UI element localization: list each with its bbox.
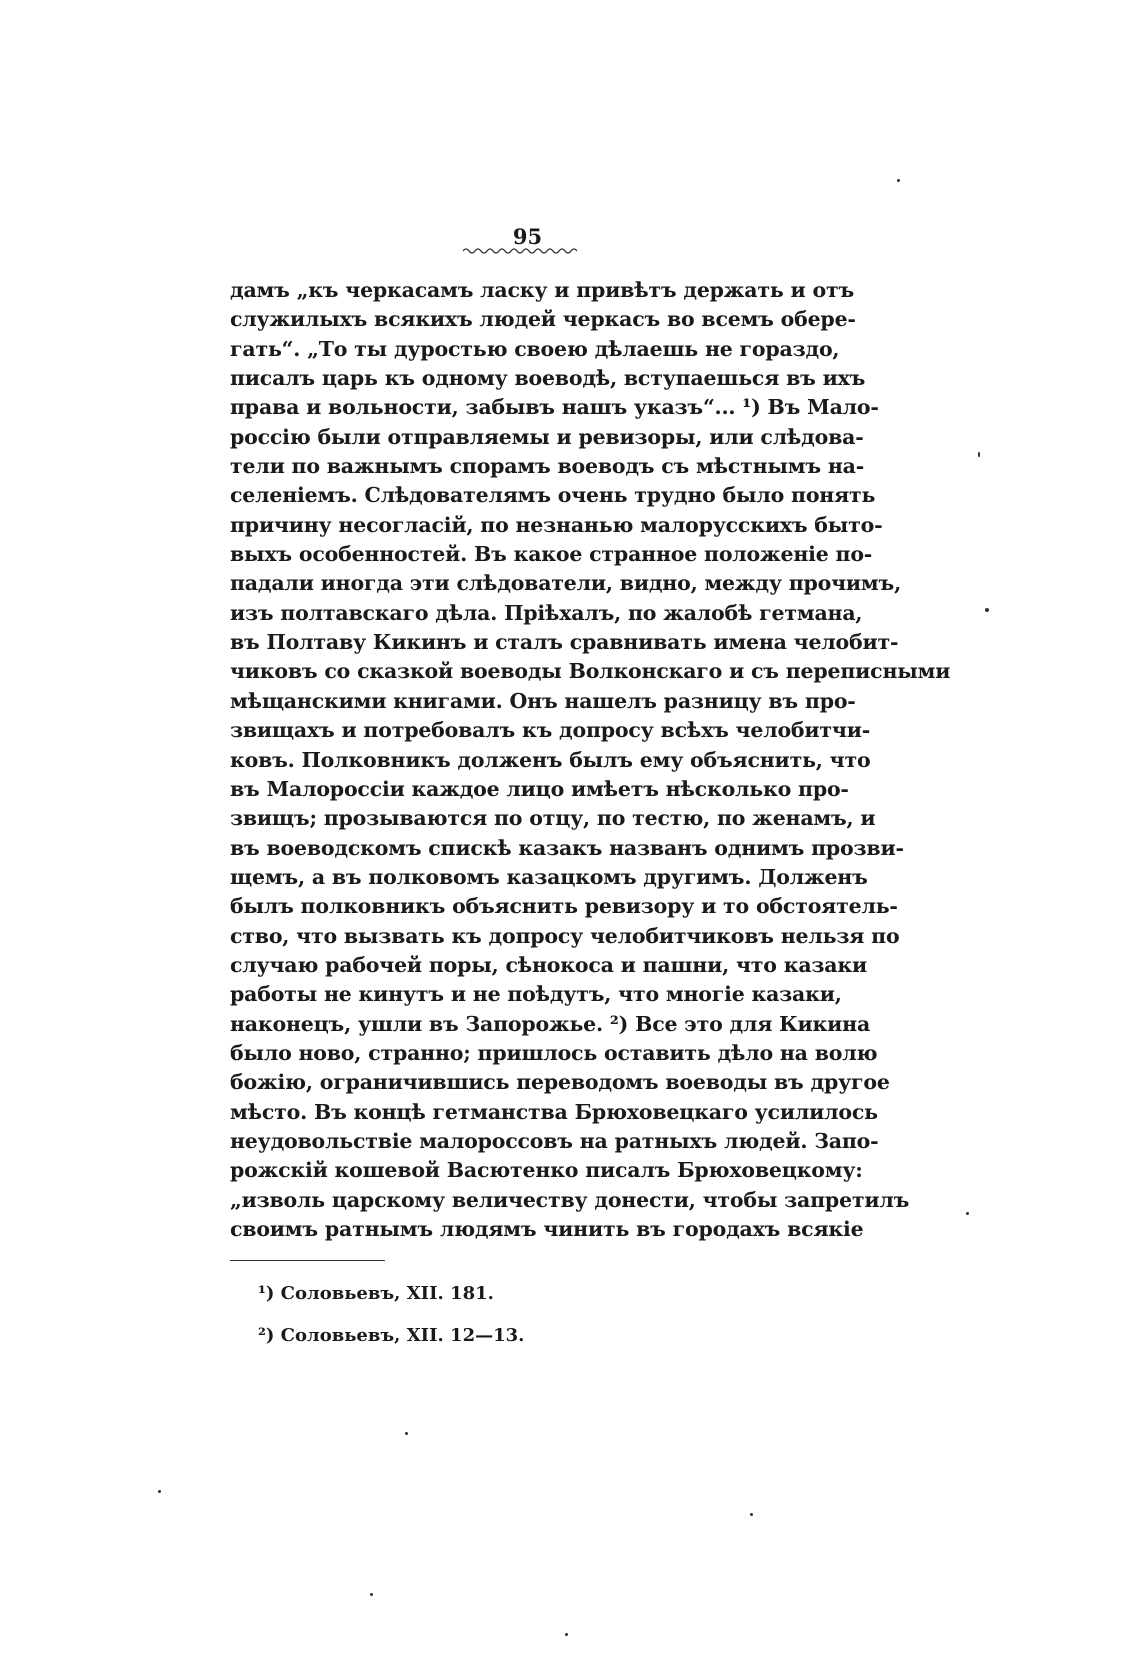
text-line: было ново, странно; пришлось оставить дѣло на волю bbox=[230, 1040, 878, 1065]
text-line: былъ полковникъ объяснить ревизору и то обстоятель- bbox=[230, 894, 898, 919]
text-line: „изволь царскому величеству донести, чтобы запретилъ bbox=[230, 1187, 910, 1212]
text-line: своимъ ратнымъ людямъ чинить въ городахъ всякіе bbox=[230, 1217, 864, 1241]
scan-speck bbox=[405, 1432, 408, 1435]
text-line: изъ полтавскаго дѣла. Пріѣхалъ, по жалобѣ гетмана, bbox=[230, 600, 863, 625]
text-line: божію, ограничившись переводомъ воеводы въ другое bbox=[230, 1070, 890, 1095]
text-line: въ Полтаву Кикинъ и сталъ сравнивать имена челобит- bbox=[230, 630, 899, 655]
text-line: въ Малороссіи каждое лицо имѣетъ нѣсколько про- bbox=[230, 776, 849, 801]
scan-speck bbox=[978, 452, 980, 457]
scan-speck bbox=[966, 1212, 969, 1215]
scan-speck bbox=[985, 608, 989, 612]
text-line: гать“. „То ты дуростью своею дѣлаешь не гораздо, bbox=[230, 336, 840, 361]
text-line: служилыхъ всякихъ людей черкасъ во всемъ обере- bbox=[230, 307, 856, 332]
text-line: ство, что вызвать къ допросу челобитчиковъ нельзя по bbox=[230, 923, 900, 948]
text-line: въ воеводскомъ спискѣ казакъ названъ однимъ прозви- bbox=[230, 835, 904, 860]
scan-speck bbox=[565, 1633, 568, 1636]
text-line: селеніемъ. Слѣдователямъ очень трудно было понять bbox=[230, 483, 876, 508]
text-line: мѣщанскими книгами. Онъ нашелъ разницу въ про- bbox=[230, 688, 856, 713]
text-line: дамъ „къ черкасамъ ласку и привѣтъ держать и отъ bbox=[230, 278, 854, 302]
text-line: случаю рабочей поры, сѣнокоса и пашни, что казаки bbox=[230, 952, 867, 977]
scan-speck bbox=[370, 1593, 373, 1596]
scan-speck bbox=[897, 179, 900, 182]
body-text bbox=[230, 276, 951, 1244]
text-line: писалъ царь къ одному воеводѣ, вступаешься въ ихъ bbox=[230, 366, 866, 391]
text-line: чиковъ со сказкой воеводы Волконскаго и съ переписными bbox=[230, 659, 951, 684]
text-line: причину несогласій, по незнанью малорусскихъ быто- bbox=[230, 512, 883, 537]
text-line: рожскій кошевой Васютенко писалъ Брюховецкому: bbox=[230, 1158, 863, 1183]
text-line: звищахъ и потребовалъ къ допросу всѣхъ челобитчи- bbox=[230, 718, 871, 743]
text-line: права и вольности, забывъ нашъ указъ“... ¹) Въ Мало- bbox=[230, 395, 879, 420]
footnote-1: ¹) Соловьевъ, XII. 181. bbox=[258, 1283, 494, 1304]
text-line: неудовольствіе малороссовъ на ратныхъ людей. Запо- bbox=[230, 1128, 879, 1153]
text-line: наконецъ, ушли въ Запорожье. ²) Все это для Кикина bbox=[230, 1011, 871, 1036]
footnote-2: ²) Соловьевъ, XII. 12—13. bbox=[258, 1325, 525, 1346]
text-line: падали иногда эти слѣдователи, видно, между прочимъ, bbox=[230, 571, 902, 596]
scan-speck bbox=[750, 1513, 753, 1516]
text-line: работы не кинутъ и не поѣдутъ, что многіе казаки, bbox=[230, 982, 842, 1007]
text-line: мѣсто. Въ концѣ гетманства Брюховецкаго усилилось bbox=[230, 1099, 878, 1124]
text-line: выхъ особенностей. Въ какое странное положеніе по- bbox=[230, 542, 873, 567]
footnote-rule bbox=[230, 1260, 385, 1261]
scan-speck bbox=[158, 1490, 161, 1493]
footnotes bbox=[258, 1273, 524, 1357]
text-line: тели по важнымъ спорамъ воеводъ съ мѣстнымъ на- bbox=[230, 454, 865, 479]
text-line: звищъ; прозываются по отцу, по тестю, по женамъ, и bbox=[230, 806, 876, 831]
text-line: ковъ. Полковникъ долженъ былъ ему объяснить, что bbox=[230, 747, 871, 772]
wavy-ornament bbox=[463, 246, 577, 256]
text-line: россію были отправляемы и ревизоры, или слѣдова- bbox=[230, 424, 864, 449]
page-number: 95 bbox=[512, 224, 543, 249]
text-line: щемъ, а въ полковомъ казацкомъ другимъ. Долженъ bbox=[230, 864, 868, 889]
